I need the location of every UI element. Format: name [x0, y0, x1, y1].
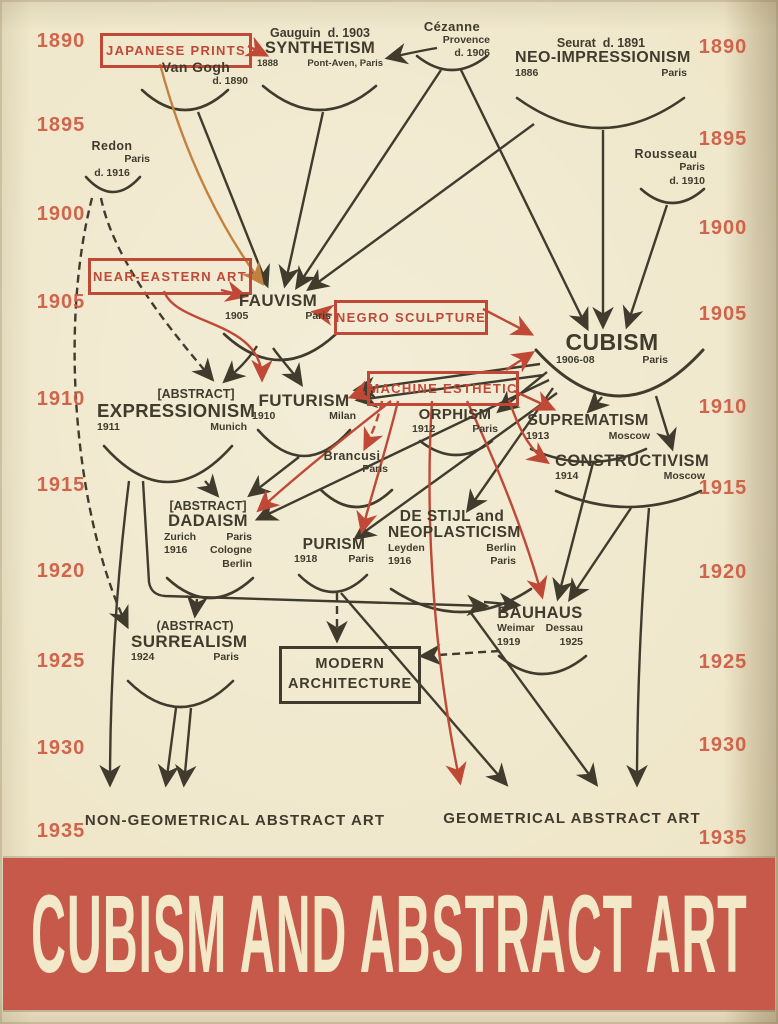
bracket-purism: [299, 575, 367, 592]
node-futurism: [252, 392, 356, 423]
arrow-expressionism-to-non-geometrical: [110, 481, 129, 784]
bracket-dadaism: [167, 578, 253, 598]
node-subline: 1919 1925: [497, 635, 583, 648]
year-label-right-1915: 1915: [698, 477, 748, 499]
arrow-machine-esthetic-to-brancusi: [365, 401, 382, 448]
year-label-left-1915: 1915: [36, 474, 86, 496]
node-expressionism: [97, 387, 256, 434]
node-subline: Berlin: [222, 557, 252, 570]
arrow-cezanne-to-fauvism: [297, 70, 441, 287]
node-subline: 1924 Paris: [131, 651, 239, 664]
year-label-right-1910: 1910: [698, 396, 748, 418]
node-subline: Leyden Berlin: [388, 541, 516, 554]
arrow-surrealism-to-non-geometrical-a: [166, 708, 176, 784]
year-label-left-1925: 1925: [36, 650, 86, 672]
bracket-synthetism: [263, 86, 376, 110]
node-subline: d. 1910: [669, 174, 705, 187]
bracket-rousseau: [641, 189, 704, 203]
node-fauvism: [225, 292, 331, 323]
node-title: BAUHAUS: [497, 604, 583, 622]
bracket-fauvism: [224, 334, 336, 360]
arrow-dadaism-to-surrealism: [195, 599, 197, 615]
bracket-expressionism: [104, 446, 232, 482]
influence-box-machine-esthetic: MACHINE ESTHETIC: [367, 371, 519, 406]
node-pre-label: [ABSTRACT]: [157, 387, 235, 401]
bracket-bauhaus: [499, 656, 586, 674]
node-de-stijl: [388, 508, 521, 569]
node-dadaism: [164, 499, 252, 572]
book-title: CUBISM AND ABSTRACT ART: [30, 872, 748, 996]
node-subline: 1918 Paris: [294, 553, 374, 566]
year-label-right-1895: 1895: [698, 128, 748, 150]
year-label-right-1930: 1930: [698, 734, 748, 756]
influence-box-japanese-prints: JAPANESE PRINTS: [100, 33, 252, 68]
node-subline: Zurich Paris: [164, 530, 252, 543]
node-bauhaus: [497, 605, 583, 650]
node-subline: Weimar Dessau: [497, 622, 583, 635]
node-title: CONSTRUCTIVISM: [555, 452, 710, 470]
arrow-fauvism-to-expressionism: [225, 346, 257, 381]
node-box-line: MODERN: [315, 656, 385, 673]
node-title: Cézanne: [423, 19, 481, 34]
node-subline: 1888 Pont-Aven, Paris: [257, 57, 383, 69]
year-label-right-1920: 1920: [698, 561, 748, 583]
year-label-right-1935: 1935: [698, 827, 748, 849]
node-title: Redon: [91, 139, 133, 153]
node-subline: 1916 Paris: [388, 555, 516, 568]
node-cubism: [556, 330, 668, 368]
node-title: NEO-IMPRESSIONISM: [515, 49, 691, 67]
node-subline: Paris: [124, 153, 150, 166]
title-banner: [3, 858, 775, 1010]
node-brancusi: [316, 450, 388, 477]
node-subline: 1886 Paris: [515, 67, 687, 80]
node-title: FUTURISM: [258, 391, 350, 410]
influence-box-negro-sculpture: NEGRO SCULPTURE: [334, 300, 488, 335]
arrow-futurism-to-dadaism: [250, 457, 299, 495]
arrow-fauvism-to-futurism: [273, 348, 301, 384]
node-title: SYNTHETISM: [264, 39, 376, 58]
node-title: SUPREMATISM: [527, 412, 649, 429]
node-constructivism: [555, 452, 710, 484]
node-subline: 1911 Munich: [97, 420, 247, 433]
arrow-japanese-prints-to-fauvism: [160, 64, 262, 283]
node-pre-label: Gauguin d. 1903: [269, 26, 371, 40]
node-subline: Paris: [679, 161, 705, 174]
bracket-neo-impressionism: [517, 98, 684, 128]
node-van-gogh: [144, 60, 248, 88]
node-box-line: ARCHITECTURE: [288, 676, 412, 692]
node-subline: 1906-08 Paris: [556, 354, 668, 367]
arrow-machine-esthetic-to-cubism: [506, 353, 532, 370]
node-subline: d. 1906: [454, 47, 490, 60]
node-subline: 1916 Cologne: [164, 544, 252, 557]
node-subline: 1910 Milan: [252, 409, 356, 422]
node-subline: d. 1890: [212, 74, 248, 87]
year-label-left-1935: 1935: [36, 820, 86, 842]
arrow-cezanne-to-cubism: [461, 70, 587, 328]
node-title: EXPRESSIONISM: [97, 400, 256, 422]
year-label-left-1920: 1920: [36, 560, 86, 582]
bracket-constructivism: [556, 491, 701, 507]
arrow-neo-impressionism-to-fauvism: [309, 124, 534, 289]
node-box-modern-architecture: [279, 646, 421, 704]
node-title: SURREALISM: [131, 632, 248, 652]
node-subline: 1914 Moscow: [555, 470, 705, 483]
node-title: NEOPLASTICISM: [388, 524, 521, 542]
node-pre-label: [ABSTRACT]: [169, 499, 247, 513]
node-title: CUBISM: [565, 329, 659, 355]
year-label-right-1900: 1900: [698, 217, 748, 239]
year-label-left-1890: 1890: [36, 30, 86, 52]
node-pre-label: Seurat d. 1891: [556, 36, 646, 50]
node-subline: d. 1916: [94, 166, 130, 179]
arrow-constructivism-to-bauhaus: [570, 508, 631, 599]
node-synthetism: [257, 26, 383, 70]
node-rousseau: [627, 148, 705, 188]
node-title: Rousseau: [634, 147, 698, 161]
node-subline: 1912 Paris: [412, 422, 498, 435]
year-label-right-1925: 1925: [698, 651, 748, 673]
node-subline: Provence: [442, 33, 490, 46]
node-title: PURISM: [302, 536, 366, 553]
node-neo-impressionism: [515, 36, 691, 81]
bracket-surrealism: [128, 681, 233, 707]
node-subline: Paris: [362, 463, 388, 476]
arrow-surrealism-to-non-geometrical-b: [184, 708, 191, 784]
year-label-left-1910: 1910: [36, 388, 86, 410]
node-redon: [74, 140, 150, 180]
bracket-orphism: [420, 441, 492, 455]
arrow-constructivism-to-geometrical: [637, 508, 649, 784]
arrow-machine-esthetic-to-suprematism: [514, 391, 553, 409]
node-subline: 1905 Paris: [225, 309, 331, 322]
year-label-right-1905: 1905: [698, 303, 748, 325]
influence-box-near-eastern-art: NEAR-EASTERN ART: [88, 258, 252, 295]
arrow-machine-esthetic-to-geometrical: [430, 401, 460, 782]
node-title: Brancusi: [323, 449, 381, 463]
arrow-synthetism-to-fauvism: [285, 112, 323, 285]
arrow-cubism-to-constructivism: [656, 396, 672, 448]
year-label-right-1890: 1890: [698, 36, 748, 58]
node-orphism: [412, 407, 498, 436]
arrow-negro-sculpture-to-cubism: [483, 309, 531, 334]
node-title: DADAISM: [168, 512, 248, 531]
node-suprematism: [526, 413, 650, 443]
year-label-left-1895: 1895: [36, 114, 86, 136]
bracket-brancusi: [321, 490, 392, 507]
node-title: FAUVISM: [238, 291, 318, 310]
node-surrealism: [131, 619, 248, 665]
node-subline: 1913 Moscow: [526, 429, 650, 442]
label-non-geometrical-abstract-art: NON-GEOMETRICAL ABSTRACT ART: [84, 812, 386, 829]
arrow-cubism-to-suprematism: [589, 397, 602, 411]
node-pre-label: (ABSTRACT): [156, 619, 234, 633]
bracket-van-gogh: [142, 90, 228, 110]
node-cezanne: [414, 20, 490, 61]
year-label-left-1900: 1900: [36, 203, 86, 225]
arrow-bauhaus-to-modern-architecture: [422, 651, 499, 656]
node-title: DE STIJL and: [399, 508, 505, 525]
node-title: ORPHISM: [418, 406, 492, 423]
year-label-left-1930: 1930: [36, 737, 86, 759]
node-purism: [294, 537, 374, 567]
arrow-expressionism-to-dadaism: [205, 481, 217, 495]
label-geometrical-abstract-art: GEOMETRICAL ABSTRACT ART: [443, 810, 701, 827]
node-title: Van Gogh: [161, 59, 231, 75]
year-label-left-1905: 1905: [36, 291, 86, 313]
arrow-rousseau-to-cubism: [627, 205, 667, 326]
